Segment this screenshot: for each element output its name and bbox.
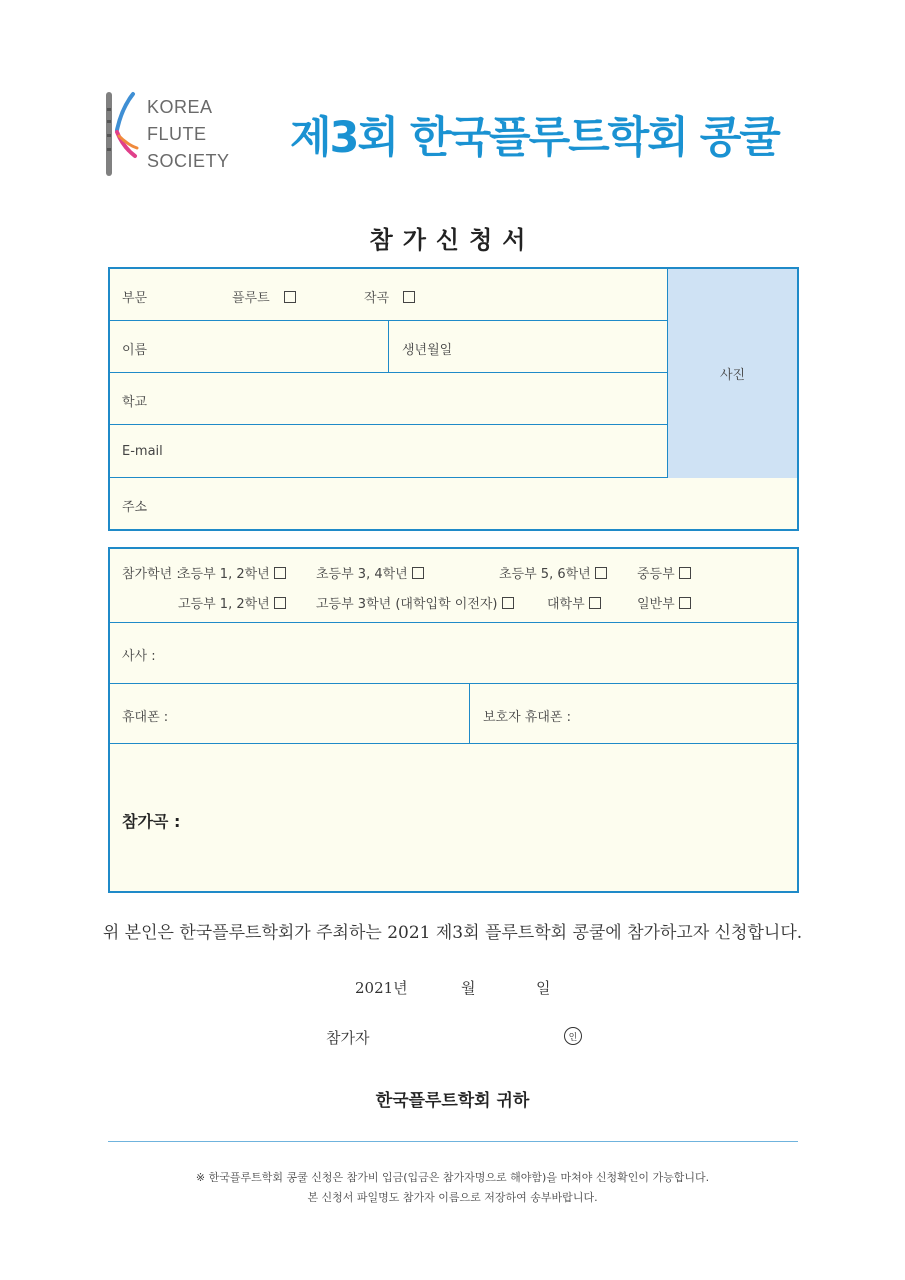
seal-mark	[564, 1027, 582, 1045]
grade-checkbox[interactable]	[679, 597, 691, 609]
society-logo	[103, 90, 243, 178]
grade-option-label: 일반부	[637, 597, 675, 612]
division-flute-option[interactable]	[232, 287, 296, 306]
grade-option[interactable]	[316, 593, 514, 612]
date-day: 일	[536, 979, 551, 997]
logo-line: SOCIETY	[147, 151, 230, 171]
flute-logo-icon	[103, 90, 143, 178]
competition-title: 제3회 한국플루트학회 콩쿨	[290, 113, 779, 163]
date-year: 2021년	[355, 979, 408, 997]
grade-option-label: 대학부	[547, 597, 585, 612]
flute-checkbox[interactable]	[284, 291, 296, 303]
grade-checkbox[interactable]	[274, 597, 286, 609]
grade-checkbox[interactable]	[679, 567, 691, 579]
email-label: E-mail	[122, 444, 163, 459]
grade-option[interactable]	[547, 593, 601, 612]
school-label: 학교	[122, 395, 148, 410]
grade-option[interactable]	[316, 563, 424, 582]
birthdate-label: 생년월일	[402, 343, 453, 358]
date-month: 월	[461, 979, 476, 997]
flute-label: 플루트	[232, 291, 270, 306]
grade-checkbox[interactable]	[595, 567, 607, 579]
division-label: 부문	[122, 291, 148, 306]
composition-label: 작곡	[364, 291, 390, 306]
applicant-info-table	[108, 267, 799, 531]
grade-option-label: 고등부 3학년 (대학입학 이전자)	[316, 597, 498, 612]
footer-note-2: 본 신청서 파일명도 참가자 이름으로 저장하여 송부바랍니다.	[307, 1191, 598, 1204]
grade-option[interactable]	[178, 593, 286, 612]
grade-checkbox[interactable]	[274, 567, 286, 579]
photo-label: 사진	[719, 368, 746, 383]
phone-label: 휴대폰 :	[122, 710, 169, 725]
applicant-label: 참가자	[326, 1029, 370, 1047]
form-title: 참가신청서	[369, 226, 536, 254]
piece-label: 참가곡 :	[122, 812, 181, 831]
footer-note-1: ※ 한국플루트학회 콩쿨 신청은 참가비 입금(입금은 참가자명으로 해야함)을 마쳐야 신청확인이 가능합니다.	[195, 1171, 710, 1184]
grade-option[interactable]	[637, 593, 691, 612]
photo-area[interactable]	[667, 269, 797, 478]
entry-details-table	[108, 547, 799, 893]
grade-option-label: 초등부 1, 2학년	[178, 567, 270, 582]
grade-option-label: 초등부 3, 4학년	[316, 567, 408, 582]
division-composition-option[interactable]	[364, 287, 415, 306]
grade-option[interactable]	[637, 563, 691, 582]
address-label: 주소	[122, 500, 148, 515]
declaration-text: 위 본인은 한국플루트학회가 주최하는 2021 제3회 플루트학회 콩쿨에 참가하고자 신청합니다.	[102, 923, 803, 943]
name-label: 이름	[122, 343, 148, 358]
grade-option-label: 고등부 1, 2학년	[178, 597, 270, 612]
divider	[108, 1141, 798, 1142]
guardian-phone-label: 보호자 휴대폰 :	[483, 710, 571, 725]
grade-checkbox[interactable]	[412, 567, 424, 579]
logo-line: FLUTE	[147, 124, 207, 144]
teacher-label: 사사 :	[122, 649, 156, 664]
grade-option-label: 초등부 5, 6학년	[499, 567, 591, 582]
grade-checkbox[interactable]	[502, 597, 514, 609]
composition-checkbox[interactable]	[403, 291, 415, 303]
logo-wordmark	[147, 94, 230, 175]
grade-option-label: 중등부	[637, 567, 675, 582]
grade-option[interactable]	[178, 563, 286, 582]
seal-text: 인	[568, 1032, 578, 1043]
grade-option[interactable]	[499, 563, 607, 582]
addressee: 한국플루트학회 귀하	[375, 1091, 530, 1111]
grade-label: 참가학년 :	[122, 567, 181, 582]
logo-line: KOREA	[147, 97, 213, 117]
grade-checkbox[interactable]	[589, 597, 601, 609]
